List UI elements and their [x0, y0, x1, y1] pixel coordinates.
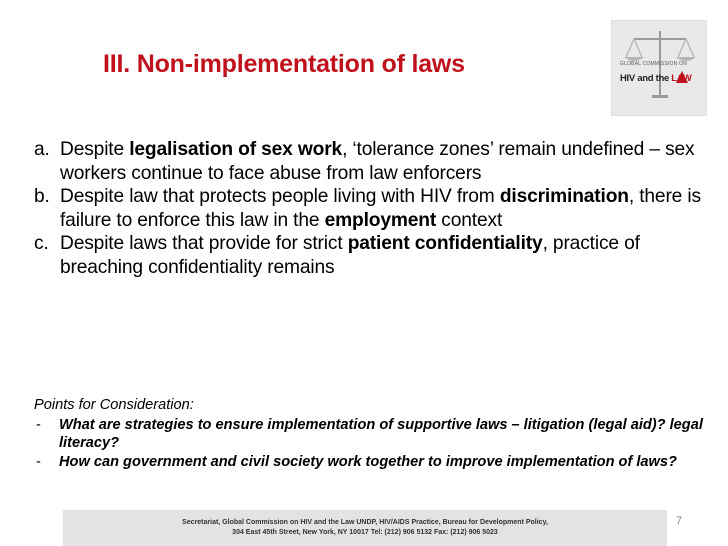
question-text: What are strategies to ensure implementation of supportive laws – litigation (legal aid)? legal literacy?: [59, 416, 703, 452]
item-emphasis: employment: [324, 209, 437, 231]
page-number: 7: [676, 515, 683, 527]
question-dash: -: [36, 416, 41, 433]
points-for-consideration: [34, 396, 724, 471]
finding-item: [34, 185, 714, 232]
footer-line: 304 East 45th Street, New York, NY 10017 Tel: (212) 906 5132 Fax: (212) 906 5023: [232, 528, 498, 536]
logo-name-law: LAW: [671, 73, 692, 84]
commission-logo: [611, 20, 707, 116]
item-marker: b.: [34, 186, 50, 207]
consideration-heading: Points for Consideration:: [34, 397, 194, 413]
item-text: , there is failure to enforce this law in the: [60, 186, 701, 231]
item-text: Despite: [60, 139, 130, 160]
item-text: context: [436, 209, 503, 231]
item-text: Despite laws that provide for strict: [60, 233, 348, 254]
finding-item: [34, 138, 714, 185]
findings-list: [34, 138, 714, 279]
item-text: , ‘tolerance zones’ remain undefined – sex workers continue to face abuse from law enforcers: [60, 139, 695, 184]
item-marker: a.: [34, 139, 50, 160]
question-text: How can government and civil society work together to improve implementation of laws?: [59, 453, 677, 470]
consideration-question: [34, 416, 724, 453]
footer-line: Secretariat, Global Commission on HIV and the Law UNDP, HIV/AIDS Practice, Bureau for Development Policy,: [182, 519, 548, 526]
logo-name-main: HIV and the: [620, 73, 672, 84]
item-marker: c.: [34, 233, 49, 254]
item-text: , practice of breaching confidentiality remains: [60, 233, 640, 278]
footer-address-bar: [63, 510, 667, 546]
scales-of-justice-icon: [612, 21, 708, 117]
slide-title: III. Non-implementation of laws: [103, 50, 465, 78]
finding-item: [34, 232, 714, 279]
item-emphasis: legalisation of sex work: [129, 139, 343, 160]
item-text: Despite law that protects people living with HIV from: [60, 186, 500, 207]
logo-tagline: GLOBAL COMMISSION ON: [620, 61, 687, 67]
question-dash: -: [36, 453, 41, 470]
consideration-question: [34, 453, 724, 472]
item-emphasis: patient confidentiality: [347, 233, 543, 254]
logo-name: [620, 73, 692, 84]
item-emphasis: discrimination: [499, 186, 629, 207]
